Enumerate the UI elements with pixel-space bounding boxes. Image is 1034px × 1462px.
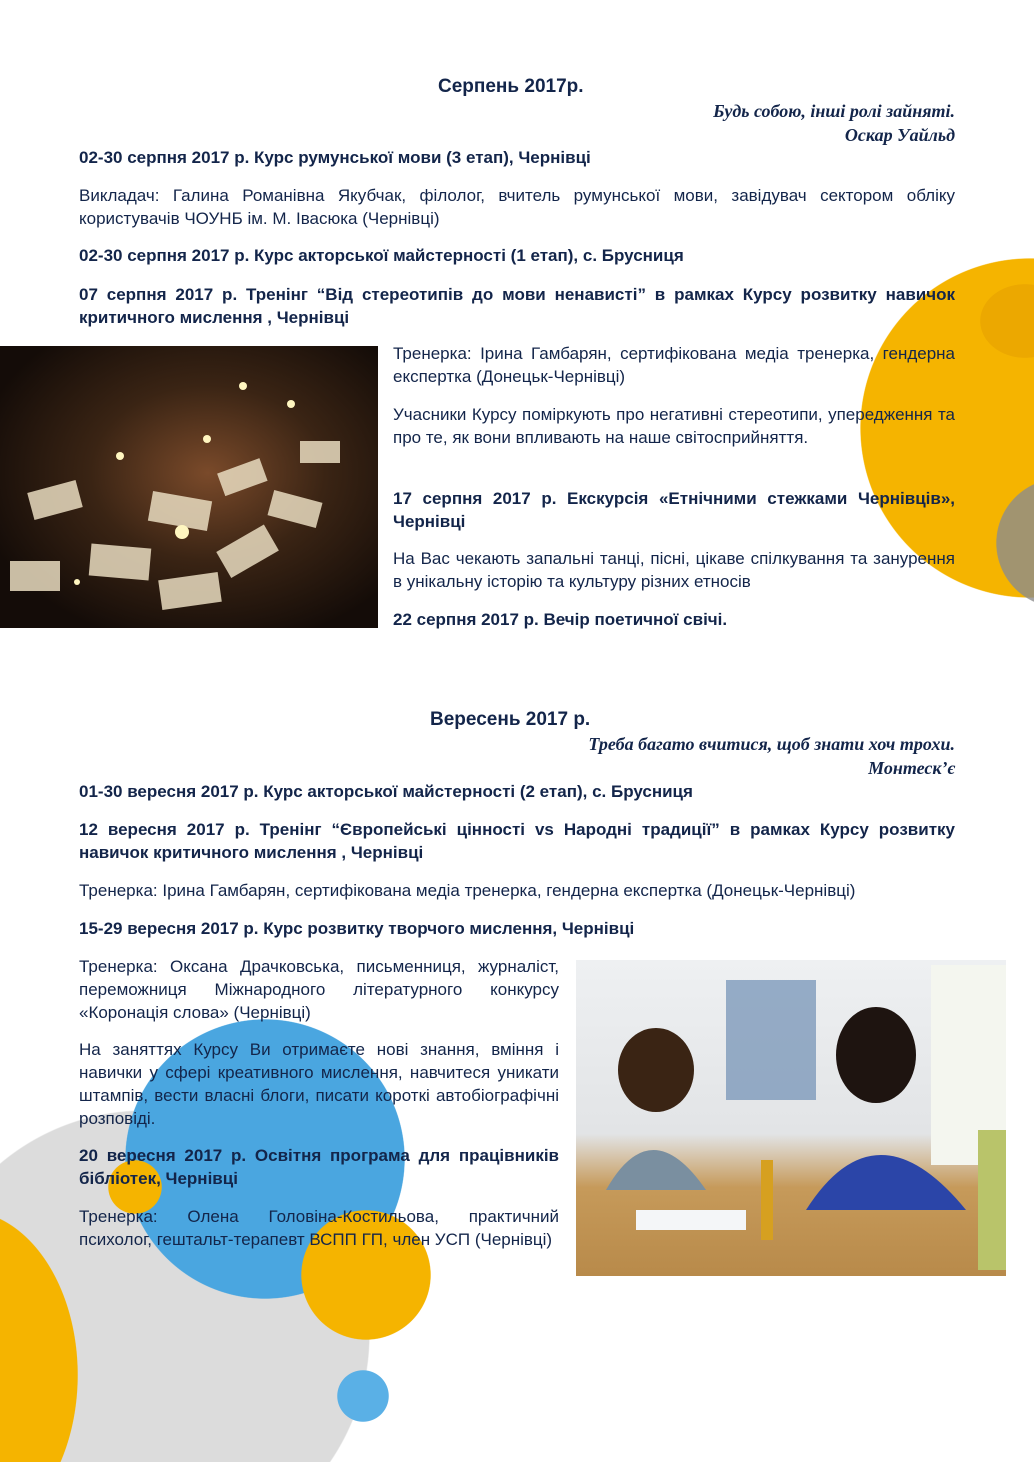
- event-heading: 20 вересня 2017 р. Освітня програма для працівників бібліотек, Чернівці: [79, 1146, 559, 1188]
- event-description: На заняттях Курсу Ви отримаєте нові знання, вміння і навички у сфері креативного мислення, навчитеся уникати штампів, вести власні блоги, писати короткі автобіографічні розповіді.: [79, 1040, 559, 1128]
- photo-illustration: [576, 960, 1006, 1276]
- quote-text: Будь собою, інші ролі зайняті.: [713, 101, 955, 121]
- event-description: Учасники Курсу поміркують про негативні стереотипи, упередження та про те, як вони впливають на наше світосприйняття.: [393, 405, 955, 447]
- event-heading: 22 серпня 2017 р. Вечір поетичної свічі.: [393, 610, 728, 629]
- event-description: Викладач: Галина Романівна Якубчак, філолог, вчитель румунської мови, завідувач сектором обліку користувачів ЧОУНБ ім. М. Івасюка (Чернівці): [79, 186, 955, 228]
- quote-text: Треба багато вчитися, щоб знати хоч трохи.: [588, 734, 955, 754]
- photo-illustration: [0, 346, 378, 628]
- quote-september: [588, 732, 955, 780]
- section-title-august: Серпень 2017р.: [438, 76, 584, 97]
- event-description: Тренерка: Ірина Гамбарян, сертифікована медіа тренерка, гендерна експертка (Донецьк-Чернівці): [393, 344, 955, 386]
- event-heading: 02-30 серпня 2017 р. Курс акторської майстерності (1 етап), с. Брусниця: [79, 246, 684, 265]
- event-heading: 02-30 серпня 2017 р. Курс румунської мови (3 етап), Чернівці: [79, 148, 591, 167]
- event-heading: 17 серпня 2017 р. Екскурсія «Етнічними стежками Чернівців», Чернівці: [393, 489, 955, 531]
- event-description: Тренерка: Олена Головіна-Костильова, практичний психолог, гештальт-терапевт ВСПП ГП, член УСП (Чернівці): [79, 1207, 559, 1249]
- trainers-photo: [576, 960, 1006, 1276]
- event-heading: 12 вересня 2017 р. Тренінг “Європейські цінності vs Народні традиції” в рамках Курсу розвитку навичок критичного мислення , Чернівці: [79, 820, 955, 862]
- event-description: На Вас чекають запальні танці, пісні, цікаве спілкування та занурення в унікальну історію та культуру різних етносів: [393, 549, 955, 591]
- quote-author: Оскар Уайльд: [844, 125, 955, 145]
- quote-author: Монтеск’є: [868, 758, 955, 778]
- candles-books-photo: [0, 346, 378, 628]
- event-description: Тренерка: Оксана Драчковська, письменниця, журналіст, переможниця Міжнародного літературного конкурсу «Коронація слова» (Чернівці): [79, 957, 559, 1022]
- quote-august: [713, 99, 955, 147]
- event-description: Тренерка: Ірина Гамбарян, сертифікована медіа тренерка, гендерна експертка (Донецьк-Чернівці): [79, 881, 856, 900]
- event-heading: 01-30 вересня 2017 р. Курс акторської майстерності (2 етап), с. Брусниця: [79, 782, 693, 801]
- event-heading: 07 серпня 2017 р. Тренінг “Від стереотипів до мови ненависті” в рамках Курсу розвитку навичок критичного мислення , Чернівці: [79, 285, 955, 327]
- section-title-september: Вересень 2017 р.: [430, 709, 591, 730]
- event-heading: 15-29 вересня 2017 р. Курс розвитку творчого мислення, Чернівці: [79, 919, 635, 938]
